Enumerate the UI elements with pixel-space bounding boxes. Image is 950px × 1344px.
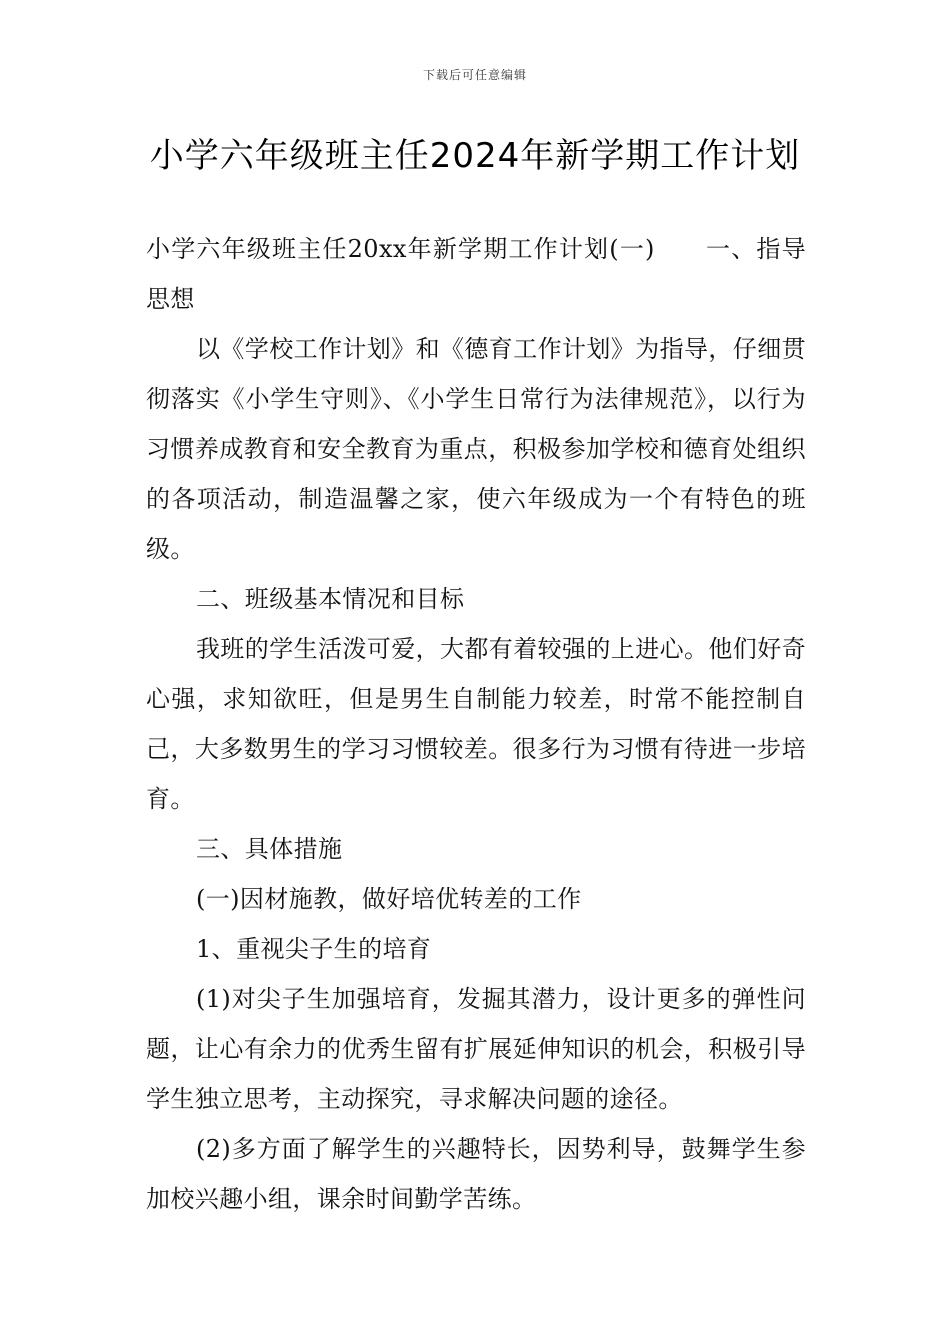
heading-measures: 三、具体措施 xyxy=(196,835,343,863)
paragraph-class-situation: 我班的学生活泼可爱，大都有着较强的上进心。他们好奇心强，求知欲旺，但是男生自制能力较差，时常不能控制自己，大多数男生的学习习惯较差。很多行为习惯有待进一步培育。 xyxy=(146,635,806,813)
paragraph-measure-1: (1)对尖子生加强培育，发掘其潜力，设计更多的弹性问题，让心有余力的优秀生留有扩展延伸知识的机会，积极引导学生独立思考，主动探究，寻求解决问题的途径。 xyxy=(146,985,806,1113)
subheading-top-students: 1、重视尖子生的培育 xyxy=(196,935,432,963)
subheading-teaching: (一)因材施教，做好培优转差的工作 xyxy=(196,885,582,913)
heading-class-situation: 二、班级基本情况和目标 xyxy=(196,585,465,613)
paragraph-measure-2: (2)多方面了解学生的兴趣特长，因势利导，鼓舞学生参加校兴趣小组，课余时间勤学苦练。 xyxy=(146,1135,806,1213)
document-body xyxy=(146,224,806,1224)
paragraph-guiding-thought: 以《学校工作计划》和《德育工作计划》为指导，仔细贯彻落实《小学生守则》、《小学生日常行为法律规范》，以行为习惯养成教育和安全教育为重点，积极参加学校和德育处组织的各项活动，制造温馨之家，使六年级成为一个有特色的班级。 xyxy=(146,335,806,563)
document-title: 小学六年级班主任2024年新学期工作计划 xyxy=(149,136,801,176)
paragraph-intro: 小学六年级班主任20xx年新学期工作计划(一) 一、指导思想 xyxy=(146,235,806,313)
header-note: 下载后可任意编辑 xyxy=(422,68,527,82)
